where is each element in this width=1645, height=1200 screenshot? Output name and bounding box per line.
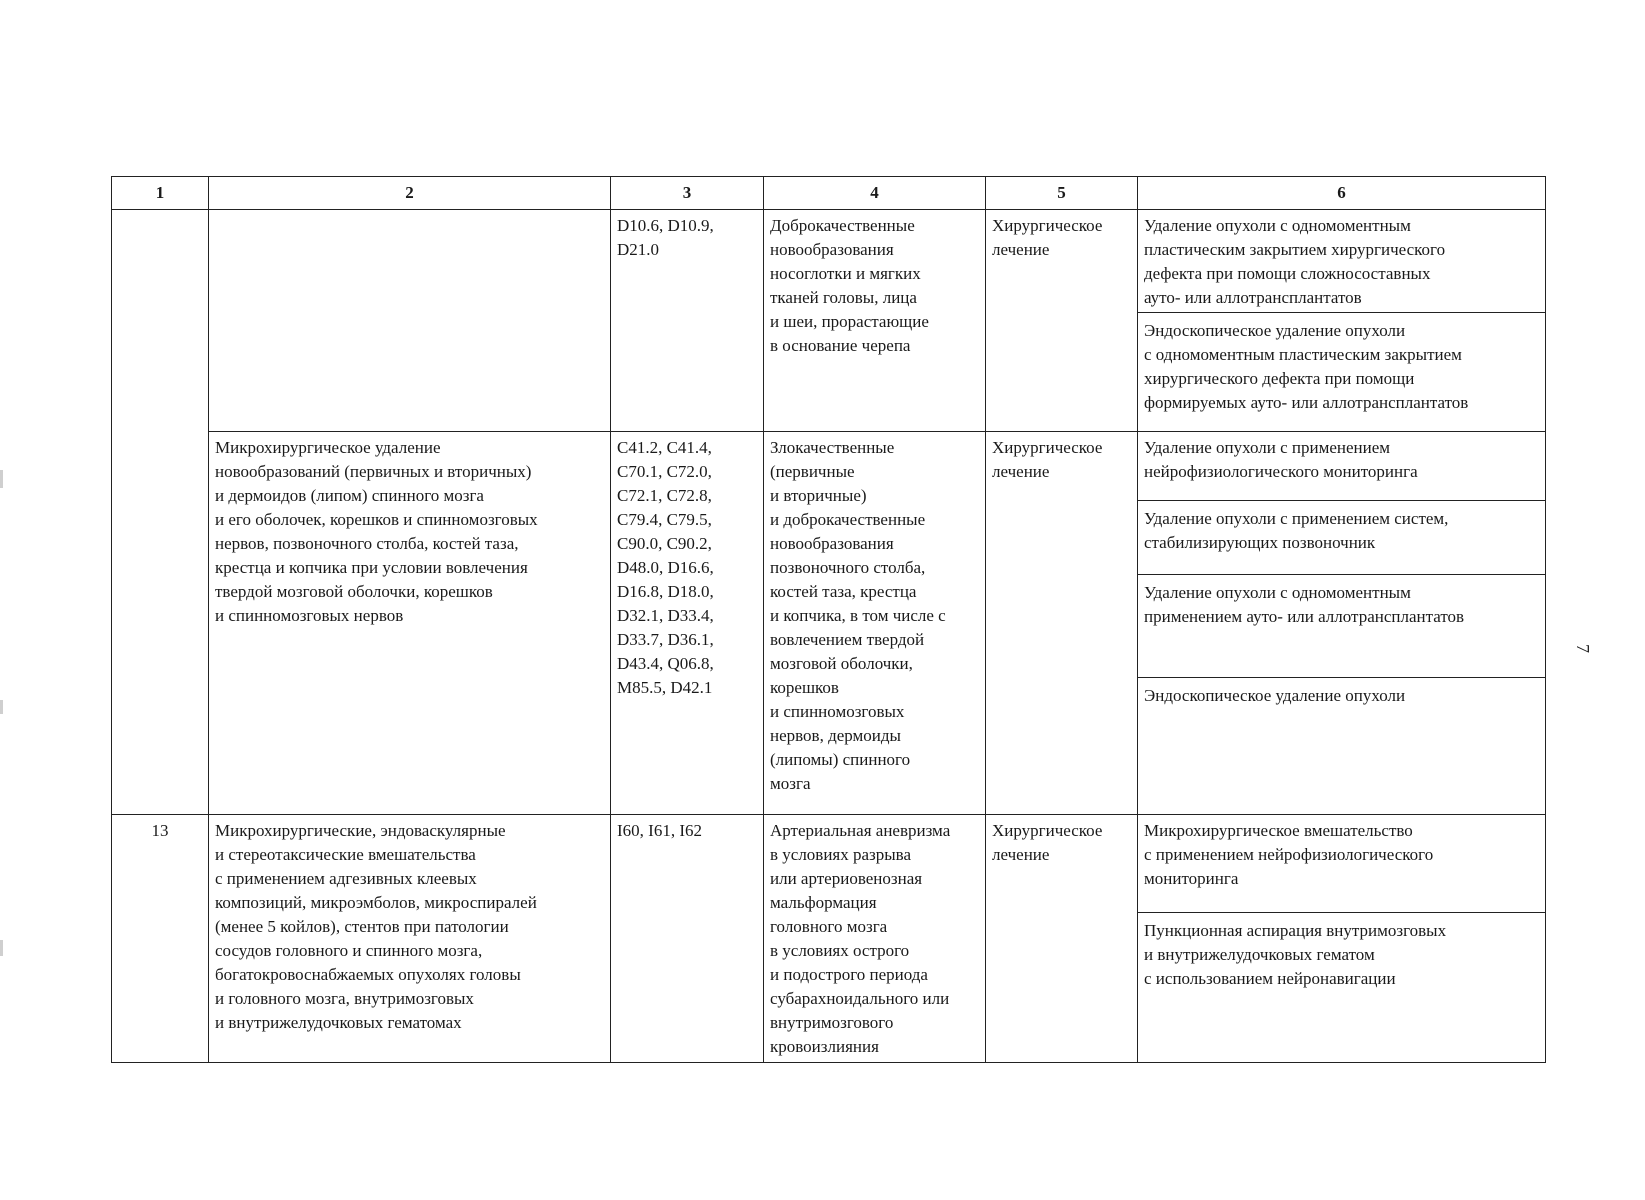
column-number-2: 2: [209, 177, 611, 210]
treatment-method: Удаление опухоли с одномоментным применением ауто- или аллотрансплантатов: [1138, 574, 1545, 677]
patient-model-cell: Артериальная аневризма в условиях разрыва или артериовенозная мальформация головного мозга в условиях острого и подострого периода субарахноидального или внутримозгового кровоизлияния: [764, 815, 986, 1063]
treatment-methods-cell: [1138, 815, 1546, 1063]
treatment-type-cell: Хирургическое лечение: [986, 815, 1138, 1063]
procedure-name-cell: [209, 210, 611, 432]
scan-edge-mark: [0, 940, 3, 956]
diagnosis-codes-cell: I60, I61, I62: [611, 815, 764, 1063]
column-number-5: 5: [986, 177, 1138, 210]
row-number-cell: [112, 210, 209, 432]
column-number-1: 1: [112, 177, 209, 210]
medical-procedures-table: [111, 176, 1546, 1063]
treatment-method: Удаление опухоли с одномоментным пластическим закрытием хирургического дефекта при помощи сложносоставных ауто- или аллотрансплантатов: [1144, 216, 1446, 307]
treatment-method: Микрохирургическое вмешательство с применением нейрофизиологического мониторинга: [1144, 821, 1434, 888]
table-row: [112, 815, 1546, 1063]
row-number-cell: 13: [112, 815, 209, 1063]
scan-edge-mark: [0, 700, 3, 714]
diagnosis-codes-cell: C41.2, C41.4, C70.1, C72.0, C72.1, C72.8, C79.4, C79.5, C90.0, C90.2, D48.0, D16.6, D16.8, D18.0, D32.1, D33.4, D33.7, D36.1, D43.4, Q06.8, M85.5, D42.1: [611, 432, 764, 815]
diagnosis-codes-cell: D10.6, D10.9, D21.0: [611, 210, 764, 432]
treatment-method: Эндоскопическое удаление опухоли: [1138, 677, 1545, 712]
procedure-name-cell: Микрохирургические, эндоваскулярные и стереотаксические вмешательства с применением адгезивных клеевых композиций, микроэмболов, микроспиралей (менее 5 койлов), стентов при патологии сосудов головного и спинного мозга, богатокровоснабжаемых опухолях головы и головного мозга, внутримозговых и внутрижелудочковых гематомах: [209, 815, 611, 1063]
treatment-method: Удаление опухоли с применением систем, стабилизирующих позвоночник: [1138, 500, 1545, 574]
column-number-row: [112, 177, 1546, 210]
patient-model-cell: Злокачественные (первичные и вторичные) и доброкачественные новообразования позвоночного столба, костей таза, крестца и копчика, в том числе с вовлечением твердой мозговой оболочки, корешков и спинномозговых нервов, дермоиды (липомы) спинного мозга: [764, 432, 986, 815]
scan-edge-mark: [0, 470, 3, 488]
table-row: [112, 210, 1546, 432]
patient-model-cell: Доброкачественные новообразования носоглотки и мягких тканей головы, лица и шеи, прорастающие в основание черепа: [764, 210, 986, 432]
column-number-4: 4: [764, 177, 986, 210]
treatment-type-cell: Хирургическое лечение: [986, 210, 1138, 432]
treatment-method: Удаление опухоли с применением нейрофизиологического мониторинга: [1144, 438, 1418, 481]
treatment-methods-cell: [1138, 210, 1546, 432]
column-number-6: 6: [1138, 177, 1546, 210]
treatment-method: Эндоскопическое удаление опухоли с одномоментным пластическим закрытием хирургического дефекта при помощи формируемых ауто- или аллотрансплантатов: [1138, 312, 1545, 419]
row-number-cell: [112, 432, 209, 815]
treatment-method: Пункционная аспирация внутримозговых и внутрижелудочковых гематом с использованием нейронавигации: [1138, 912, 1545, 995]
treatment-methods-cell: [1138, 432, 1546, 815]
page-number: 7: [1573, 644, 1593, 653]
column-number-3: 3: [611, 177, 764, 210]
treatment-type-cell: Хирургическое лечение: [986, 432, 1138, 815]
table-row: [112, 432, 1546, 815]
procedure-name-cell: Микрохирургическое удаление новообразований (первичных и вторичных) и дермоидов (липом) спинного мозга и его оболочек, корешков и спинномозговых нервов, позвоночного столба, костей таза, крестца и копчика при условии вовлечения твердой мозговой оболочки, корешков и спинномозговых нервов: [209, 432, 611, 815]
